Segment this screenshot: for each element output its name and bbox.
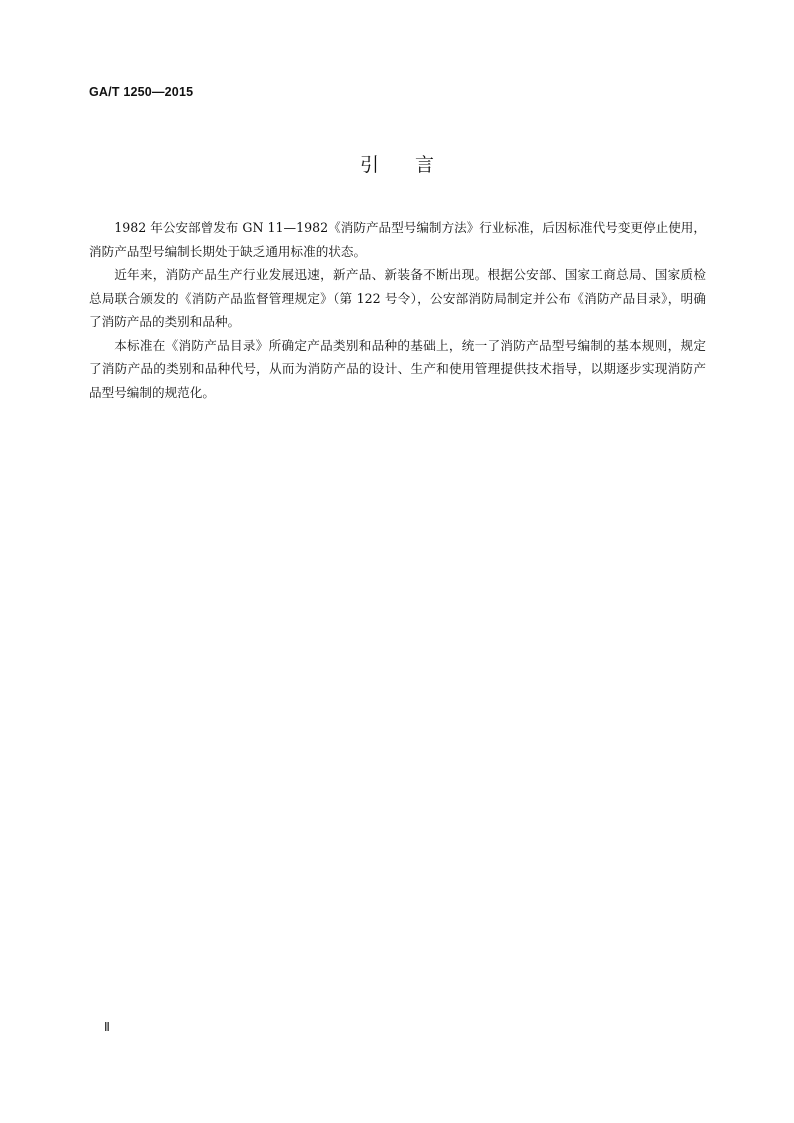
paragraph-3: 本标准在《消防产品目录》所确定产品类别和品种的基础上，统一了消防产品型号编制的基本规则，规定了消防产品的类别和品种代号，从而为消防产品的设计、生产和使用管理提供技术指导，以期逐步实现消防产品型号编制的规范化。	[89, 337, 706, 400]
page-number: Ⅱ	[104, 1020, 110, 1034]
paragraph-1: 1982 年公安部曾发布 GN 11—1982《消防产品型号编制方法》行业标准，后因标准代号变更停止使用，消防产品型号编制长期处于缺乏通用标准的状态。	[89, 220, 706, 259]
paragraph-2: 近年来，消防产品生产行业发展迅速，新产品、新装备不断出现。根据公安部、国家工商总局、国家质检总局联合颁发的《消防产品监督管理规定》（第 122 号令），公安部消防局制定并公布《消防产品目录》，明确了消防产品的类别和品种。	[89, 267, 706, 329]
standard-code: GA/T 1250—2015	[89, 85, 194, 99]
body-text	[89, 216, 706, 404]
page-title: 引言	[359, 154, 470, 176]
